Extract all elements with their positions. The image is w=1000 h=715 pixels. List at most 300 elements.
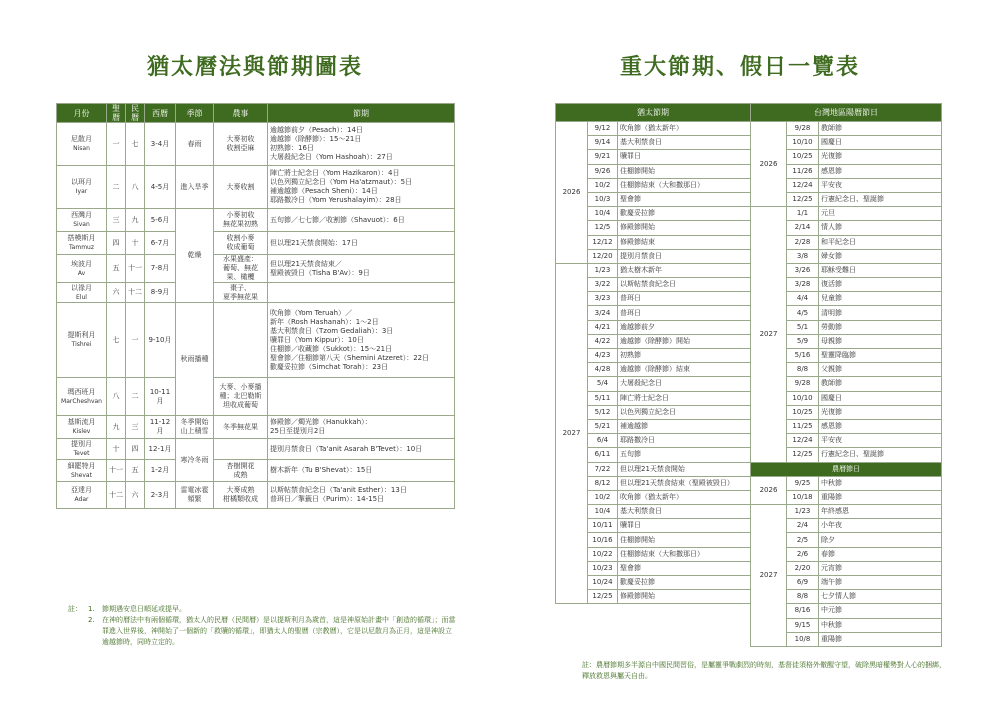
farm-cell — [214, 439, 268, 460]
holiday-name: 耶路撒冷日 — [618, 434, 751, 448]
holiday-name: 聖會節 — [618, 561, 751, 575]
holiday-name: 但以理21天禁食結束（聖殿被毀日） — [618, 476, 751, 490]
date-cell: 10/3 — [588, 192, 618, 206]
table-row — [57, 378, 455, 416]
column-header: 西曆 — [145, 104, 176, 123]
farm-cell — [214, 303, 268, 378]
holiday-row — [556, 235, 942, 249]
civil-month: 六 — [126, 482, 145, 509]
date-cell: 12/12 — [588, 235, 618, 249]
right-footnote: 註：農曆節期多半源自中國民間習俗，是屬靈爭戰劇烈的時刻，基督徒須格外儆醒守望，破除黑暗權勢對人心的捆綁，釋放救恩與屬天自由。 — [582, 661, 946, 680]
holiday-name: 聖靈降臨節 — [819, 349, 942, 363]
month-en: Shevat — [71, 471, 92, 479]
holiday-name: 中元節 — [819, 604, 942, 618]
month-en: Tevet — [73, 450, 90, 457]
empty-cell — [556, 618, 751, 632]
date-cell: 3/26 — [787, 263, 819, 277]
date-cell: 2/14 — [787, 221, 819, 235]
month-name — [57, 460, 107, 482]
table-row — [57, 123, 455, 166]
empty-cell — [556, 632, 751, 646]
date-cell: 5/4 — [588, 377, 618, 391]
holiday-name: 感恩節 — [819, 419, 942, 433]
date-cell: 6/9 — [787, 576, 819, 590]
season-cell: 乾燥 — [176, 209, 214, 303]
date-cell: 12/20 — [588, 249, 618, 263]
season-cell: 雷電冰雹 頻繁 — [176, 482, 214, 509]
empty-cell — [556, 604, 751, 618]
date-cell: 8/8 — [787, 590, 819, 604]
holiday-row — [556, 136, 942, 150]
date-cell: 3/23 — [588, 292, 618, 306]
holiday-name: 平安夜 — [819, 178, 942, 192]
table-row — [57, 232, 455, 255]
holiday-name: 年終感恩 — [819, 505, 942, 519]
holiday-name: 陣亡將士紀念日 — [618, 391, 751, 405]
holiday-name: 兒童節 — [819, 292, 942, 306]
holiday-row — [556, 561, 942, 575]
western-month: 12-1月 — [145, 439, 176, 460]
month-en: Elul — [76, 293, 87, 301]
date-cell: 10/22 — [588, 547, 618, 561]
date-cell: 10/2 — [588, 178, 618, 192]
holiday-name: 教師節 — [819, 122, 942, 136]
civil-month: 五 — [126, 460, 145, 482]
jewish-calendar-table — [56, 103, 455, 509]
table-row — [57, 303, 455, 378]
farm-cell: 水果盛產： 葡萄、無花 果、橄欖 — [214, 255, 268, 283]
note-text: 節期遇安息日順延或提早。 — [102, 605, 186, 613]
holiday-name: 感恩節 — [819, 164, 942, 178]
holiday-row — [556, 249, 942, 263]
year-cell: 2026 — [751, 476, 787, 504]
holiday-name: 歡慶妥拉節 — [618, 207, 751, 221]
season-cell: 寒冷冬雨 — [176, 439, 214, 482]
year-cell: 2027 — [751, 207, 787, 462]
month-zh: 以珥月 — [71, 178, 92, 186]
date-cell: 5/16 — [787, 349, 819, 363]
date-cell: 9/28 — [787, 377, 819, 391]
sacred-month: 九 — [107, 416, 126, 439]
sacred-month: 六 — [107, 283, 126, 303]
farm-cell: 小麥初收 無花果初熟 — [214, 209, 268, 232]
holiday-row — [556, 533, 942, 547]
date-cell: 3/22 — [588, 278, 618, 292]
western-month: 6-7月 — [145, 232, 176, 255]
holiday-name: 大屠殺紀念日 — [618, 377, 751, 391]
month-en: Tishrei — [71, 341, 92, 348]
date-cell: 10/25 — [787, 150, 819, 164]
holiday-name: 婦女節 — [819, 249, 942, 263]
civil-month: 十二 — [126, 283, 145, 303]
holiday-row — [556, 434, 942, 448]
farm-cell: 收割小麥 收成葡萄 — [214, 232, 268, 255]
column-header: 節期 — [268, 104, 455, 123]
holiday-name: 以色列獨立紀念日 — [618, 405, 751, 419]
date-cell: 9/12 — [588, 122, 618, 136]
holiday-name: 修殿節開始 — [618, 590, 751, 604]
holiday-name: 七夕情人節 — [819, 590, 942, 604]
sacred-month: 七 — [107, 303, 126, 378]
sacred-month: 十二 — [107, 482, 126, 509]
holiday-row — [556, 490, 942, 504]
holiday-row — [556, 363, 942, 377]
month-name — [57, 166, 107, 209]
holiday-name: 吹角節（猶太新年） — [618, 490, 751, 504]
farm-cell: 杏樹開花 成熟 — [214, 460, 268, 482]
month-en: Nisan — [73, 145, 90, 152]
month-en: Kislev — [72, 428, 91, 435]
page-title-left: 猶太曆法與節期圖表 — [146, 54, 363, 80]
farm-cell: 棗子、 夏季無花果 — [214, 283, 268, 303]
holiday-row — [556, 505, 942, 519]
feast-cell: 但以理21天禁食結束／ 聖殿被毀日（Tisha B'Av）：9日 — [268, 255, 455, 283]
date-cell: 2/6 — [787, 547, 819, 561]
holiday-name: 住棚節開始 — [618, 533, 751, 547]
month-name — [57, 378, 107, 416]
farm-cell: 大麥成熟 柑橘類收成 — [214, 482, 268, 509]
season-cell: 秋雨播種 — [176, 303, 214, 416]
holiday-row — [556, 462, 942, 476]
western-month: 9-10月 — [145, 303, 176, 378]
year-cell: 2026 — [751, 122, 787, 207]
holiday-name: 和平紀念日 — [819, 235, 942, 249]
date-cell: 9/25 — [787, 476, 819, 490]
feast-cell — [268, 378, 455, 416]
farm-cell: 大麥、小麥播 種；北巴勒斯 坦收成葡萄 — [214, 378, 268, 416]
holiday-name: 端午節 — [819, 576, 942, 590]
month-zh: 埃波月 — [71, 259, 92, 268]
date-cell: 5/11 — [588, 391, 618, 405]
month-name — [57, 232, 107, 255]
western-month: 10-11月 — [145, 378, 176, 416]
table-row — [57, 209, 455, 232]
date-cell: 2/20 — [787, 561, 819, 575]
farm-cell: 大麥初收 收割亞麻 — [214, 123, 268, 166]
holiday-name: 贖罪日 — [618, 150, 751, 164]
sacred-month: 五 — [107, 255, 126, 283]
feast-cell: 但以理21天禁食開始：17日 — [268, 232, 455, 255]
feast-cell — [268, 283, 455, 303]
table-body — [57, 123, 455, 509]
date-cell: 10/16 — [588, 533, 618, 547]
sacred-month: 十一 — [107, 460, 126, 482]
month-zh: 基斯流月 — [67, 418, 96, 426]
feast-cell: 陣亡將士紀念日（Yom Hazikaron）：4日 以色列獨立紀念日（Yom Ha'atzmaut）：5日 補逾越節（Pesach Sheni）：14日 耶路撒冷日（Yom Yerushalayim）：28日 — [268, 166, 455, 209]
holiday-name: 基大利禁食日 — [618, 505, 751, 519]
farm-cell: 冬季無花果 — [214, 416, 268, 439]
date-cell: 4/22 — [588, 334, 618, 348]
note-label: 註： — [68, 605, 82, 613]
date-cell: 4/5 — [787, 306, 819, 320]
date-cell: 9/26 — [588, 164, 618, 178]
holiday-name: 行憲紀念日、聖誕節 — [819, 192, 942, 206]
holiday-name: 清明節 — [819, 306, 942, 320]
holiday-row — [556, 164, 942, 178]
holiday-row — [556, 391, 942, 405]
date-cell: 12/25 — [787, 192, 819, 206]
holiday-row — [556, 207, 942, 221]
holiday-name: 光復節 — [819, 150, 942, 164]
holiday-name: 國慶日 — [819, 391, 942, 405]
date-cell: 5/1 — [787, 320, 819, 334]
holiday-row — [556, 377, 942, 391]
holiday-name: 平安夜 — [819, 434, 942, 448]
sacred-month: 三 — [107, 209, 126, 232]
month-zh: 亞達月 — [71, 486, 92, 494]
civil-month: 十一 — [126, 255, 145, 283]
holiday-row — [556, 334, 942, 348]
holiday-name: 小年夜 — [819, 519, 942, 533]
holiday-name: 初熟節 — [618, 349, 751, 363]
sacred-month: 十 — [107, 439, 126, 460]
date-cell: 4/23 — [588, 349, 618, 363]
month-zh: 瑪西班月 — [67, 387, 96, 396]
date-cell: 7/22 — [588, 462, 618, 476]
feast-cell: 樹木新年（Tu B'Shevat）：15日 — [268, 460, 455, 482]
western-month: 3-4月 — [145, 123, 176, 166]
column-header: 聖曆 — [107, 104, 126, 123]
month-name — [57, 255, 107, 283]
holiday-row — [556, 263, 942, 277]
month-zh: 提斯利月 — [67, 331, 96, 339]
page-title-right: 重大節期、假日一覽表 — [619, 54, 860, 80]
holiday-row — [556, 320, 942, 334]
date-cell: 2/28 — [787, 235, 819, 249]
date-cell: 12/25 — [588, 590, 618, 604]
holiday-name: 住棚節結束（大和撒那日） — [618, 547, 751, 561]
holiday-name: 普珥日 — [618, 306, 751, 320]
date-cell: 3/28 — [787, 278, 819, 292]
sacred-month: 一 — [107, 123, 126, 166]
holiday-row — [556, 306, 942, 320]
holiday-row — [556, 576, 942, 590]
holiday-name: 除夕 — [819, 533, 942, 547]
holiday-name: 勞動節 — [819, 320, 942, 334]
month-name — [57, 123, 107, 166]
holiday-name: 普珥日 — [618, 292, 751, 306]
date-cell: 11/26 — [787, 164, 819, 178]
holiday-name: 元宵節 — [819, 561, 942, 575]
western-month: 7-8月 — [145, 255, 176, 283]
holiday-name: 重陽節 — [819, 490, 942, 504]
date-cell: 10/4 — [588, 505, 618, 519]
date-cell: 10/24 — [588, 576, 618, 590]
month-name — [57, 482, 107, 509]
table-row — [57, 283, 455, 303]
season-cell: 進入旱季 — [176, 166, 214, 209]
holiday-name: 逾越節（除酵節）開始 — [618, 334, 751, 348]
holiday-body — [556, 122, 942, 647]
holiday-name: 重陽節 — [819, 632, 942, 646]
month-name — [57, 303, 107, 378]
holiday-name: 提別月禁食日 — [618, 249, 751, 263]
date-cell: 5/21 — [588, 419, 618, 433]
month-zh: 尼散月 — [71, 135, 92, 143]
date-cell: 8/16 — [787, 604, 819, 618]
civil-month: 三 — [126, 416, 145, 439]
holiday-row — [556, 604, 942, 618]
date-cell: 11/25 — [787, 419, 819, 433]
holiday-name: 中秋節 — [819, 476, 942, 490]
holiday-name: 耶穌受難日 — [819, 263, 942, 277]
month-name — [57, 439, 107, 460]
holiday-row — [556, 476, 942, 490]
holiday-name: 逾越節（除酵節）結束 — [618, 363, 751, 377]
holiday-name: 贖罪日 — [618, 519, 751, 533]
table-header-row — [57, 104, 455, 123]
month-name — [57, 209, 107, 232]
date-cell: 6/11 — [588, 448, 618, 462]
footnotes — [68, 604, 458, 648]
holiday-row — [556, 150, 942, 164]
date-cell: 10/25 — [787, 405, 819, 419]
holiday-name: 教師節 — [819, 377, 942, 391]
feast-cell: 吹角節（Yom Teruah）／ 新年（Rosh Hashanah）：1～2日 基大利禁食日（Tzom Gedaliah）：3日 贖罪日（Yom Kippur）：10日 住棚節／收藏節（Sukkot）：15～21日 聖會節／住棚節第八天（Shemini Atzeret）：22日 歡慶妥拉節（Simchat Torah）：23日 — [268, 303, 455, 378]
holiday-name: 住棚節結束（大和撒那日） — [618, 178, 751, 192]
date-cell: 12/5 — [588, 221, 618, 235]
holiday-row — [556, 178, 942, 192]
month-en: Sivan — [73, 221, 90, 228]
date-cell: 10/11 — [588, 519, 618, 533]
table-row — [57, 482, 455, 509]
sacred-month: 四 — [107, 232, 126, 255]
civil-month: 八 — [126, 166, 145, 209]
year-cell: 2026 — [556, 122, 588, 264]
holiday-name: 吹角節（猶太新年） — [618, 122, 751, 136]
month-name — [57, 283, 107, 303]
date-cell: 4/4 — [787, 292, 819, 306]
holiday-name: 修殿節開始 — [618, 221, 751, 235]
table-row — [57, 166, 455, 209]
western-month: 8-9月 — [145, 283, 176, 303]
column-header: 民曆 — [126, 104, 145, 123]
month-en: Adar — [74, 496, 89, 503]
holiday-name: 國慶日 — [819, 136, 942, 150]
holiday-name: 住棚節開始 — [618, 164, 751, 178]
note-number: 1. — [88, 605, 95, 613]
month-en: Iyar — [75, 188, 88, 195]
date-cell: 12/25 — [787, 448, 819, 462]
holiday-row — [556, 278, 942, 292]
holiday-name: 復活節 — [819, 278, 942, 292]
note-text: 在神的曆法中有兩個循環，猶太人的民曆（民間曆）是以提斯利月為歲首，這是神原始計畫中「創造的循環」；而當罪進入世界後，神開始了一個新的「救贖的循環」，即猶太人的聖曆（宗教曆），它是以尼散月為正月，這是神設立逾越節時，同時立定的。 — [102, 616, 456, 646]
column-header: 月份 — [57, 104, 107, 123]
date-cell: 6/4 — [588, 434, 618, 448]
season-cell: 春雨 — [176, 123, 214, 166]
jewish-header: 猶太節期 — [556, 104, 751, 122]
month-zh: 提別月 — [71, 440, 92, 448]
note-number: 2. — [88, 616, 95, 624]
holiday-name: 五旬節 — [618, 448, 751, 462]
holiday-header-row — [556, 104, 942, 122]
holiday-row — [556, 221, 942, 235]
holiday-name: 歡慶妥拉節 — [618, 576, 751, 590]
holiday-row — [556, 519, 942, 533]
date-cell: 1/1 — [787, 207, 819, 221]
holiday-name: 但以理21天禁食開始 — [618, 462, 751, 476]
date-cell: 2/4 — [787, 519, 819, 533]
date-cell: 10/2 — [588, 490, 618, 504]
date-cell: 10/18 — [787, 490, 819, 504]
date-cell: 3/8 — [787, 249, 819, 263]
holiday-name: 逾越節前夕 — [618, 320, 751, 334]
holiday-table — [555, 103, 942, 647]
date-cell: 1/23 — [588, 263, 618, 277]
western-month: 4-5月 — [145, 166, 176, 209]
date-cell: 5/9 — [787, 334, 819, 348]
holiday-name: 光復節 — [819, 405, 942, 419]
civil-month: 七 — [126, 123, 145, 166]
date-cell: 12/24 — [787, 178, 819, 192]
date-cell: 8/12 — [588, 476, 618, 490]
table-row — [57, 460, 455, 482]
civil-month: 十 — [126, 232, 145, 255]
holiday-name: 修殿節結束 — [618, 235, 751, 249]
date-cell: 9/14 — [588, 136, 618, 150]
date-cell: 10/8 — [787, 632, 819, 646]
civil-month: 九 — [126, 209, 145, 232]
month-en: Tammuz — [69, 244, 94, 251]
feast-cell: 提別月禁食日（Ta'anit Asarah B'Tevet）：10日 — [268, 439, 455, 460]
farm-cell: 大麥收割 — [214, 166, 268, 209]
sacred-month: 二 — [107, 166, 126, 209]
holiday-row — [556, 618, 942, 632]
holiday-name: 以斯帖禁食紀念日 — [618, 278, 751, 292]
holiday-row — [556, 590, 942, 604]
holiday-row — [556, 349, 942, 363]
holiday-name: 元旦 — [819, 207, 942, 221]
date-cell: 9/21 — [588, 150, 618, 164]
column-header: 季節 — [176, 104, 214, 123]
holiday-row — [556, 122, 942, 136]
holiday-name: 猶太樹木新年 — [618, 263, 751, 277]
date-cell: 9/28 — [787, 122, 819, 136]
western-month: 11-12月 — [145, 416, 176, 439]
holiday-row — [556, 632, 942, 646]
date-cell: 10/10 — [787, 136, 819, 150]
date-cell: 2/5 — [787, 533, 819, 547]
month-name — [57, 416, 107, 439]
month-zh: 搭模斯月 — [67, 234, 96, 242]
sacred-month: 八 — [107, 378, 126, 416]
lunar-header: 農曆節日 — [751, 462, 942, 476]
taiwan-header: 台灣地區陽曆節日 — [751, 104, 942, 122]
date-cell: 12/24 — [787, 434, 819, 448]
table-row — [57, 255, 455, 283]
month-zh: 西灣月 — [71, 211, 92, 219]
holiday-row — [556, 405, 942, 419]
holiday-name: 中秋節 — [819, 618, 942, 632]
holiday-name: 聖會節 — [618, 192, 751, 206]
holiday-row — [556, 547, 942, 561]
holiday-name: 行憲紀念日、聖誕節 — [819, 448, 942, 462]
holiday-name: 春節 — [819, 547, 942, 561]
date-cell: 8/8 — [787, 363, 819, 377]
date-cell: 4/28 — [588, 363, 618, 377]
feast-cell: 五旬節／七七節／收割節（Shavuot）：6日 — [268, 209, 455, 232]
civil-month: 一 — [126, 303, 145, 378]
date-cell: 10/10 — [787, 391, 819, 405]
holiday-name: 母親節 — [819, 334, 942, 348]
date-cell: 10/23 — [588, 561, 618, 575]
holiday-name: 情人節 — [819, 221, 942, 235]
western-month: 5-6月 — [145, 209, 176, 232]
year-cell: 2027 — [751, 505, 787, 647]
date-cell: 9/15 — [787, 618, 819, 632]
holiday-row — [556, 448, 942, 462]
date-cell: 10/4 — [588, 207, 618, 221]
